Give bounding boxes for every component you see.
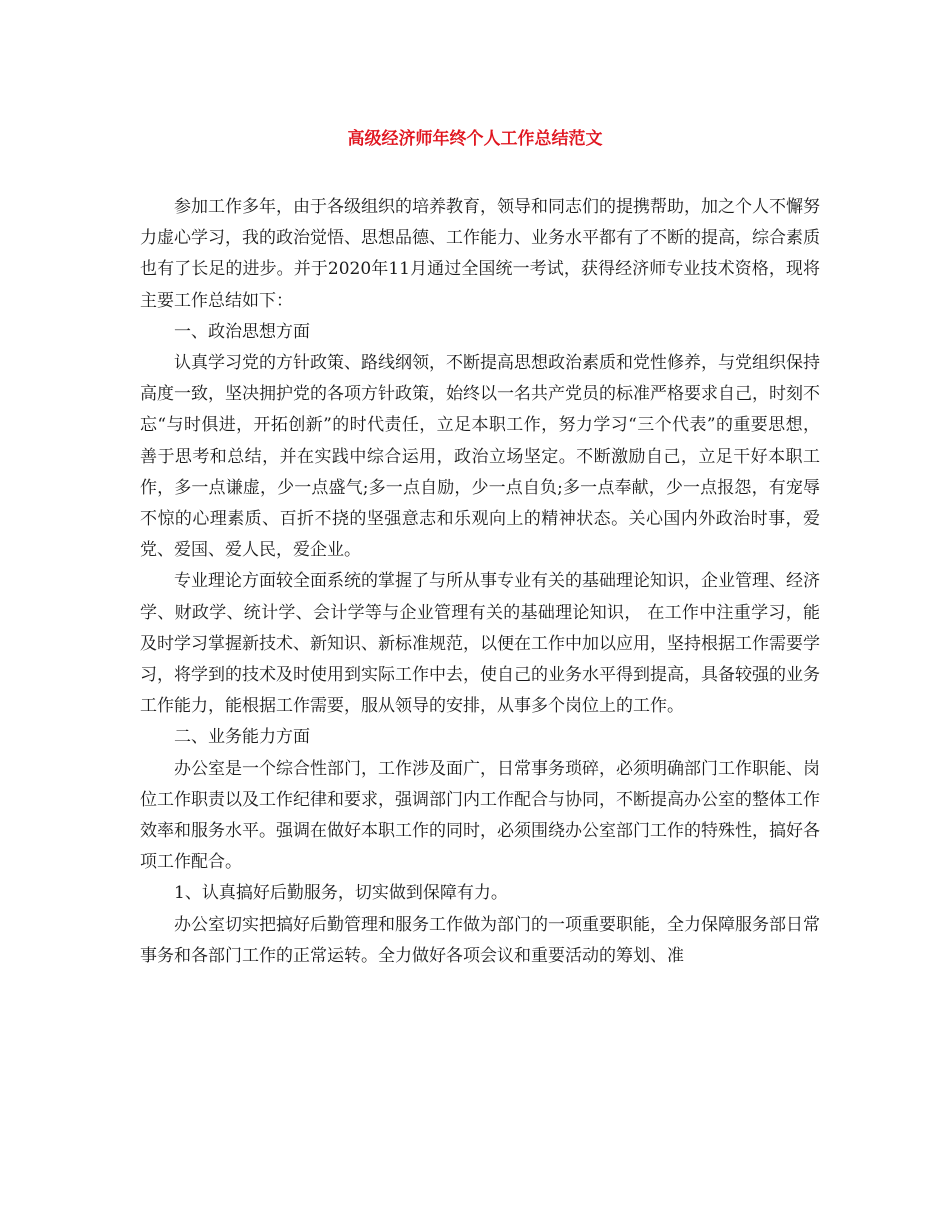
heading-business: 二、业务能力方面 bbox=[174, 727, 310, 748]
paragraph-intro: 参加工作多年，由于各级组织的培养教育，领导和同志们的提携帮助，加之个人不懈努力虚心学习，我的政治觉悟、思想品德、工作能力、业务水平都有了不断的提高，综合素质也有了长足的进步。并于2020年11月通过全国统一考试，获得经济师专业技术资格，现将主要工作总结如下： bbox=[140, 197, 820, 311]
paragraph-theory: 专业理论方面较全面系统的掌握了与所从事专业有关的基础理论知识，企业管理、经济学、财政学、统计学、会计学等与企业管理有关的基础理论知识， 在工作中注重学习，能及时学习掌握新技术、新知识、新标准规范，以便在工作中加以应用，坚持根据工作需要学习，将学到的技术及时使用到实际工作中去，使自己的业务水平得到提高，具备较强的业务工作能力，能根据工作需要，服从领导的安排，从事多个岗位上的工作。 bbox=[140, 571, 820, 717]
document-title: 高级经济师年终个人工作总结范文 bbox=[347, 129, 603, 149]
heading-logistics: 1、认真搞好后勤服务，切实做到保障有力。 bbox=[174, 883, 508, 904]
paragraph-office: 办公室是一个综合性部门，工作涉及面广，日常事务琐碎，必须明确部门工作职能、岗位工作职责以及工作纪律和要求，强调部门内工作配合与协同，不断提高办公室的整体工作效率和服务水平。强调在做好本职工作的同时，必须围绕办公室部门工作的特殊性，搞好各项工作配合。 bbox=[140, 758, 820, 873]
paragraph-political: 认真学习党的方针政策、路线纲领，不断提高思想政治素质和党性修养，与党组织保持高度一致，坚决拥护党的各项方针政策，始终以一名共产党员的标准严格要求自己，时刻不忘“与时俱进，开拓创新”的时代责任，立足本职工作，努力学习“三个代表”的重要思想，善于思考和总结，并在实践中综合运用，政治立场坚定。不断激励自己，立足干好本职工作，多一点谦虚，少一点盛气;多一点自励，少一点自负;多一点奉献，少一点报怨，有宠辱不惊的心理素质、百折不挠的坚强意志和乐观向上的精神状态。关心国内外政治时事，爱党、爱国、爱人民，爱企业。 bbox=[140, 353, 820, 561]
heading-political: 一、政治思想方面 bbox=[174, 321, 310, 342]
document-body bbox=[140, 192, 820, 972]
paragraph-logistics: 办公室切实把搞好后勤管理和服务工作做为部门的一项重要职能，全力保障服务部日常事务和各部门工作的正常运转。全力做好各项会议和重要活动的筹划、准 bbox=[140, 914, 820, 966]
